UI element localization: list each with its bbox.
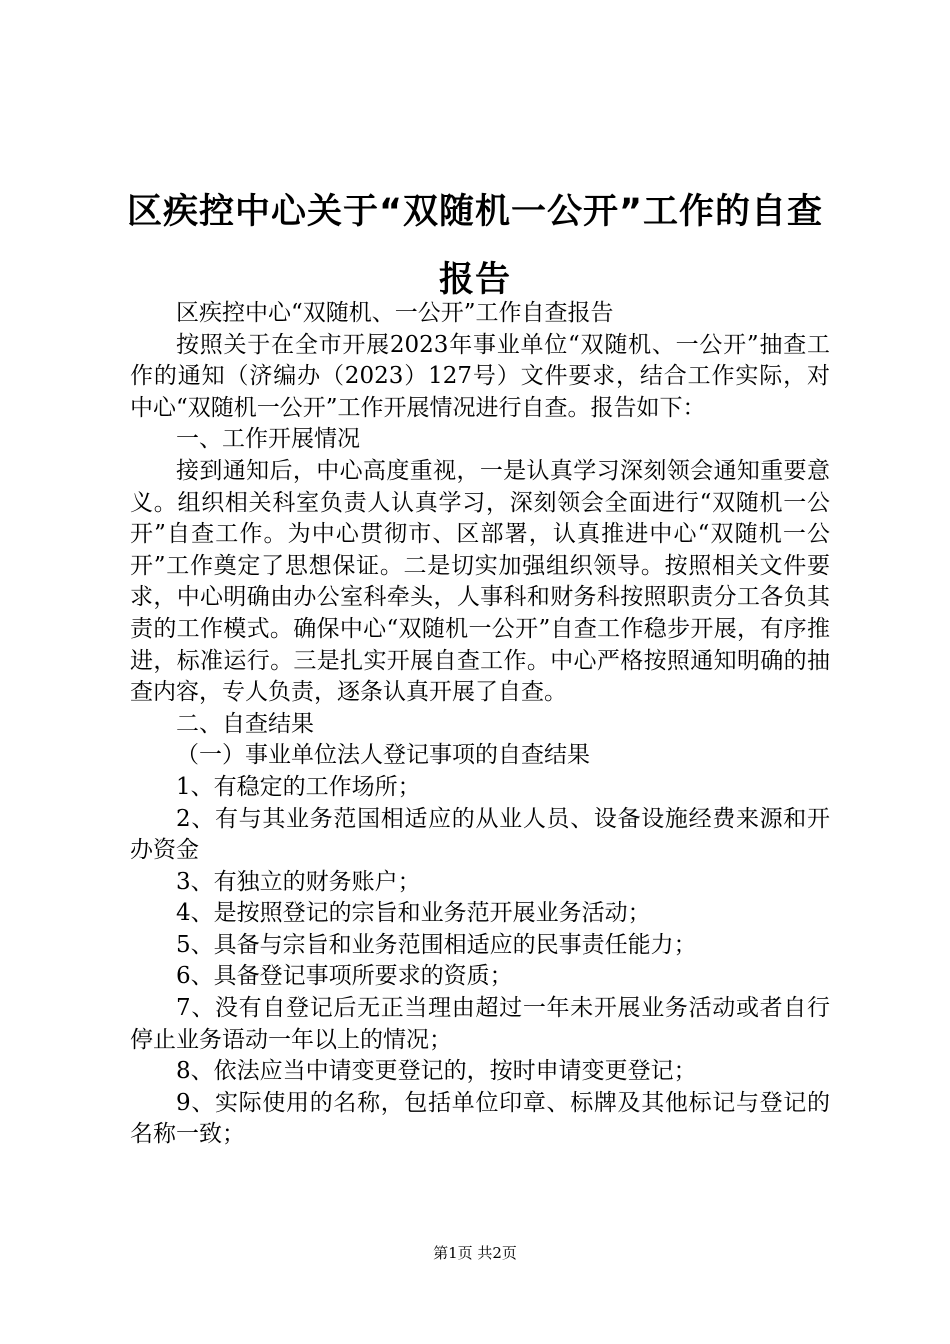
section-heading: 一、工作开展情况 bbox=[176, 426, 360, 453]
document-title: 区疾控中心关于“双随机一公开”工作的自查报告 bbox=[126, 192, 823, 300]
list-item: 3、有独立的财务账户； bbox=[176, 868, 421, 895]
list-item: 2、有与其业务范国相适应的从业人员、设备设施经费来源和开办资金 bbox=[130, 805, 830, 864]
subsection-heading: （一）事业单位法人登记事项的自查结果 bbox=[176, 742, 590, 769]
list-item: 6、具备登记事项所要求的资质； bbox=[176, 963, 513, 990]
page-number: 第1页 共2页 bbox=[433, 1244, 517, 1262]
paragraph: 接到通知后，中心高度重视，一是认真学习深刻领会通知重要意义。组织相关科室负责人认真学习，深刻领会全面进行“双随机一公开”自查工作。为中心贯彻市、区部署，认真推进中心“双随机一公开”工作奠定了思想保证。二是切实加强组织领导。按照相关文件要求，中心明确由办公室科牵头，人事科和财务科按照职责分工各负其责的工作模式。确保中心“双随机一公开”自查工作稳步开展，有序推进，标准运行。三是扎实开展自查工作。中心严格按照通知明确的抽查内容，专人负责，逐条认真开展了自查。 bbox=[130, 457, 830, 706]
list-item: 1、有稳定的工作场所； bbox=[176, 773, 421, 800]
list-item: 9、实际使用的名称，包括单位印章、标牌及其他标记与登记的名称一致； bbox=[130, 1089, 830, 1148]
paragraph: 按照关于在全市开展2023年事业单位“双随机、一公开”抽查工作的通知（济编办（2023）127号）文件要求，结合工作实际，对中心“双随机一公开”工作开展情况进行自查。报告如下： bbox=[130, 331, 830, 421]
list-item: 7、没有自登记后无正当理由超过一年未开展业务活动或者自行停止业务语动一年以上的情况； bbox=[130, 995, 830, 1053]
document-body bbox=[130, 298, 830, 1151]
section-heading: 二、自查结果 bbox=[176, 710, 314, 737]
list-item: 5、具备与宗旨和业务范围相适应的民事责任能力； bbox=[176, 931, 697, 958]
list-item: 8、依法应当中请变更登记的，按时申请变更登记； bbox=[176, 1058, 697, 1085]
paragraph: 区疾控中心“双随机、一公开”工作自查报告 bbox=[176, 300, 614, 326]
list-item: 4、是按照登记的宗旨和业务范开展业务活动； bbox=[176, 900, 651, 927]
